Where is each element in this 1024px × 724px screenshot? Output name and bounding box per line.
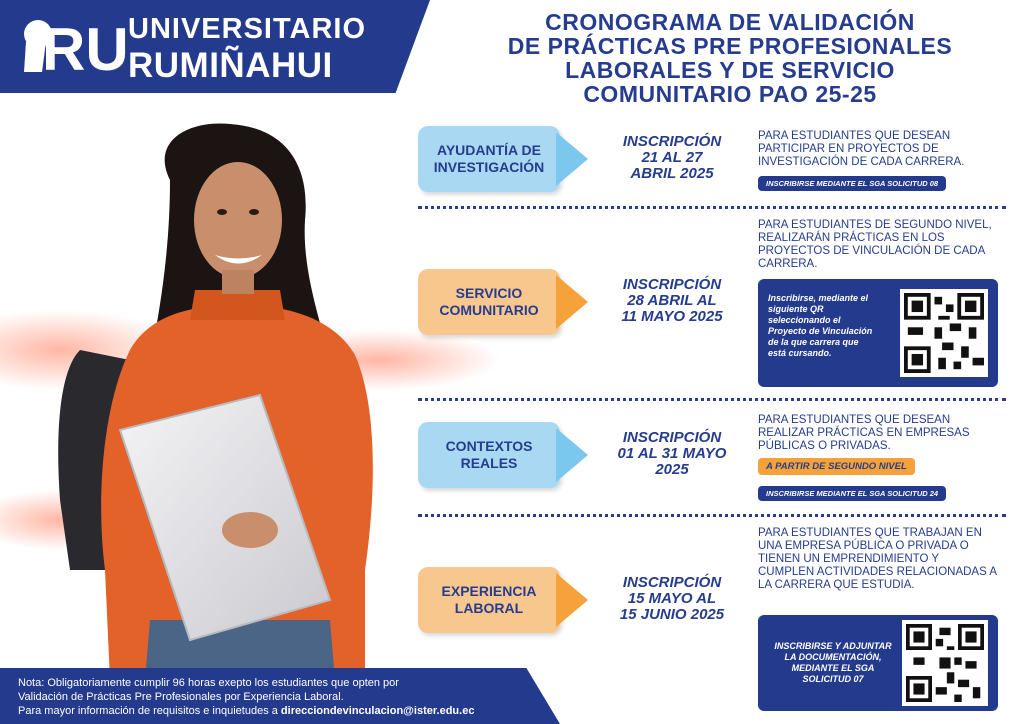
right-eye	[249, 209, 259, 215]
dates-line-3: 11 MAYO 2025	[621, 308, 723, 325]
title-line-4: COMUNITARIO PAO 25-25	[583, 81, 877, 107]
qr-instructions: INSCRIBIRSE Y ADJUNTAR LA DOCUMENTACIÓN, MEDIANTE EL SGA SOLICITUD 07	[774, 641, 892, 684]
registration-dates	[602, 575, 742, 623]
category-label-line-1: CONTEXTOS	[445, 438, 533, 454]
dates-line-2: 21 AL 27	[641, 149, 703, 166]
logo-wordmark	[128, 15, 366, 83]
footer-contact-text: Para mayor información de requisitos e inquietudes a	[18, 705, 281, 717]
category-label-line-2: INVESTIGACIÓN	[433, 159, 545, 175]
dates-line-2: 15 MAYO AL	[627, 590, 717, 607]
category-servicio-comunitario	[418, 269, 560, 335]
title-line-2: DE PRÁCTICAS PRE PROFESIONALES	[507, 33, 953, 59]
dates-line-1: INSCRIPCIÓN	[622, 429, 722, 446]
left-eye	[217, 209, 227, 215]
dates-line-3: 2025	[655, 461, 689, 478]
category-label-line-2: COMUNITARIO	[439, 302, 539, 318]
category-experiencia-laboral	[418, 567, 560, 633]
sga-request-note: INSCRIBIRSE MEDIANTE EL SGA SOLICITUD 08	[758, 176, 946, 191]
level-requirement-badge: A PARTIR DE SEGUNDO NIVEL	[758, 458, 915, 475]
category-label-line-2: REALES	[460, 455, 518, 471]
row-description: PARA ESTUDIANTES QUE DESEAN REALIZAR PRÁCTICAS EN EMPRESAS PÚBLICAS O PRIVADAS.	[758, 414, 970, 452]
registration-dates	[602, 430, 742, 478]
schedule-row-ayudantia	[410, 126, 1010, 206]
arrow-right-icon	[556, 132, 588, 186]
arrow-right-icon	[556, 275, 588, 329]
row-divider	[418, 398, 1006, 401]
university-logo-icon	[18, 12, 129, 83]
footer-note-line-1: Nota: Obligatoriamente cumplir 96 horas exepto los estudiantes que opten por	[18, 677, 399, 689]
registration-dates	[602, 134, 742, 182]
schedule-row-contextos-reales	[410, 410, 1010, 506]
arrow-right-icon	[556, 573, 588, 627]
category-label-line-1: EXPERIENCIA	[441, 583, 537, 599]
category-contextos-reales	[418, 422, 560, 488]
sga-request-note: INSCRIBIRSE MEDIANTE EL SGA SOLICITUD 24	[758, 486, 946, 501]
dates-line-2: 01 AL 31 MAYO	[617, 445, 727, 462]
title-line-1: CRONOGRAMA DE VALIDACIÓN	[545, 9, 915, 35]
row-description: PARA ESTUDIANTES DE SEGUNDO NIVEL, REALIZARÁN PRÁCTICAS EN LOS PROYECTOS DE VINCULACIÓN DE CADA CARRERA.	[758, 219, 992, 270]
footer-note-line-2: Validación de Prácticas Pre Profesionales por Experiencia Laboral.	[18, 691, 344, 703]
sweater-collar	[190, 290, 285, 320]
title-line-3: LABORALES Y DE SERVICIO	[565, 57, 895, 83]
logo-mark: RU	[42, 16, 129, 83]
dates-line-2: 28 ABRIL AL	[627, 292, 717, 309]
footer-note	[18, 676, 474, 718]
page-title	[470, 10, 990, 106]
category-label-line-1: AYUDANTÍA DE	[437, 142, 541, 158]
qr-code-icon[interactable]	[900, 289, 988, 377]
category-label-line-1: SERVICIO	[455, 285, 523, 301]
row-description: PARA ESTUDIANTES QUE DESEAN PARTICIPAR EN PROYECTOS DE INVESTIGACIÓN DE CADA CARRERA.	[758, 130, 965, 168]
contact-email-link[interactable]: direcciondevinculacion@ister.edu.ec	[280, 705, 475, 717]
category-label-line-2: LABORAL	[454, 600, 524, 616]
neck	[222, 270, 254, 294]
row-description: PARA ESTUDIANTES QUE TRABAJAN EN UNA EMPRESA PÚBLICA O PRIVADA O TIENEN UN EMPRENDIMIENTO Y CUMPLEN ACTIVIDADES RELACIONADAS A LA CARRERA QUE ESTUDIA.	[758, 527, 997, 591]
footer-note-line-3	[18, 704, 474, 718]
arrow-right-icon	[556, 428, 588, 482]
schedule-row-servicio-comunitario	[410, 217, 1010, 392]
qr-instructions: Inscribirse, mediante el siguiente QR seleccionando el Proyecto de Vinculación de la que carrera que está cursando.	[768, 293, 873, 358]
qr-registration-card	[758, 279, 998, 387]
registration-dates	[602, 277, 742, 325]
hand	[222, 512, 278, 548]
qr-registration-card	[758, 615, 998, 711]
category-ayudantia-investigacion	[418, 126, 560, 192]
row-divider	[418, 206, 1006, 209]
dates-line-3: ABRIL 2025	[630, 165, 714, 182]
dates-line-1: INSCRIPCIÓN	[622, 133, 722, 150]
row-divider	[418, 514, 1006, 517]
logo-line-2: RUMIÑAHUI	[128, 46, 333, 85]
dates-line-1: INSCRIPCIÓN	[622, 276, 722, 293]
student-photo	[0, 100, 430, 680]
dates-line-1: INSCRIPCIÓN	[622, 574, 722, 591]
logo-line-1: UNIVERSITARIO	[128, 13, 367, 45]
dates-line-3: 15 JUNIO 2025	[619, 606, 725, 623]
qr-code-icon[interactable]	[902, 620, 988, 706]
